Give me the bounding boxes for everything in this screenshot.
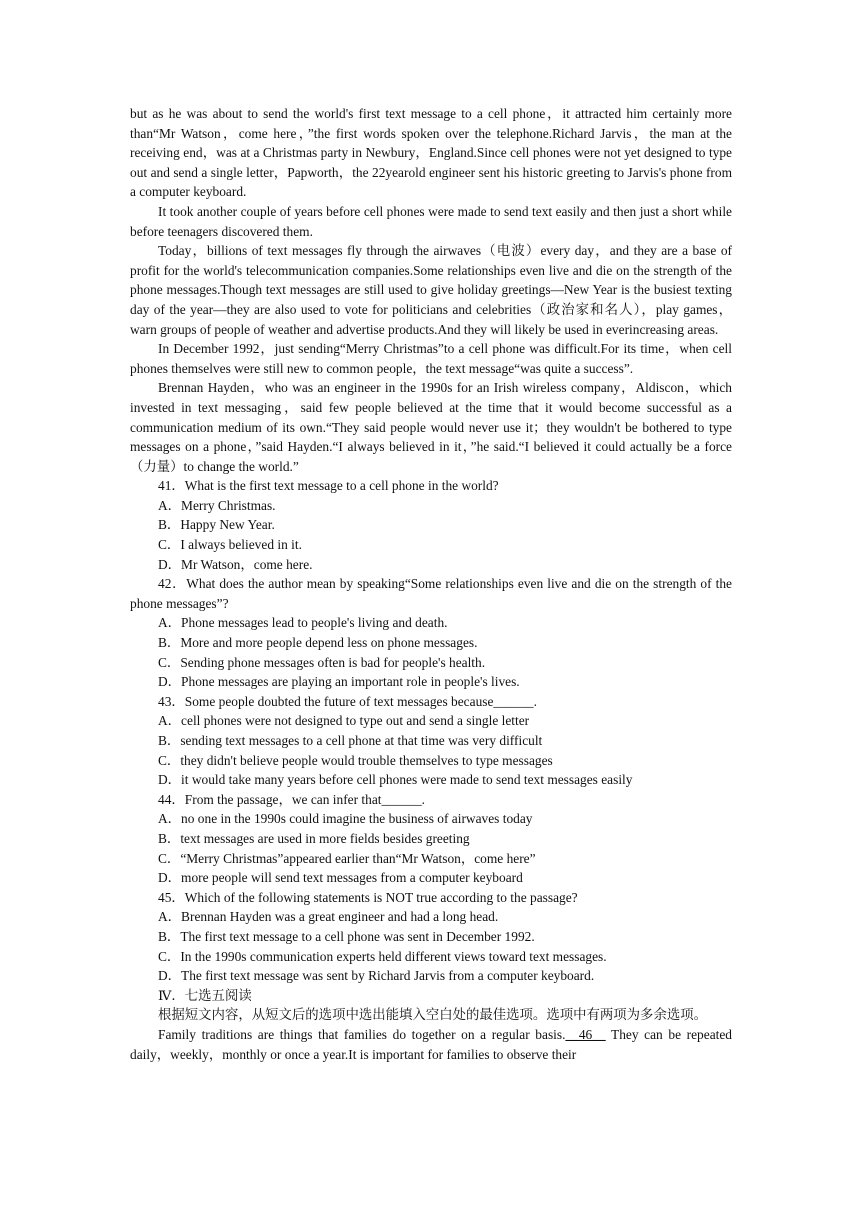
question-42-option-b: B．More and more people depend less on phone messages. xyxy=(158,635,478,651)
question-45-option-c: C．In the 1990s communication experts held different views toward text messages. xyxy=(158,948,607,964)
question-41-option-b: B．Happy New Year. xyxy=(158,517,275,533)
question-45-stem: 45．Which of the following statements is NOT true according to the passage? xyxy=(158,889,578,905)
question-44-option-a: A．no one in the 1990s could imagine the business of airwaves today xyxy=(158,811,533,827)
question-43-stem: 43．Some people doubted the future of text messages because______. xyxy=(158,693,537,709)
question-43-option-d: D．it would take many years before cell phones were made to send text messages easily xyxy=(158,772,633,788)
passage-paragraph-4: In December 1992，just sending“Merry Christmas”to a cell phone was difficult.For its time，when cell phones themselves were still new to common people，the text message“was quite a success”. xyxy=(130,341,732,376)
cloze-text-start: Family traditions are things that families do together on a regular basis. xyxy=(158,1026,566,1042)
passage-paragraph-5: Brennan Hayden，who was an engineer in the 1990s for an Irish wireless company，Aldiscon，which invested in text messaging，said few people believed at the time that it would become successful as a communication medium of its own.“They said people would never use it；they wouldn't be bothered to type messages on a phone，”said Hayden.“I always believed in it，”he said.“I believed it could actually be a force（力量）to change the world.” xyxy=(130,380,732,474)
blank-46: __46__ xyxy=(565,1026,606,1042)
question-41-option-a: A．Merry Christmas. xyxy=(158,497,276,513)
question-44-option-d: D．more people will send text messages from a computer keyboard xyxy=(158,870,523,886)
passage-paragraph-1: but as he was about to send the world's first text message to a cell phone，it attracted him certainly more than“Mr Watson，come here，”the first words spoken over the telephone.Richard Jarvis，the man at the receiving end，was at a Christmas party in Newbury，England.Since cell phones were not yet designed to type out and send a single letter，Papworth，the 22yearold engineer sent his historic greeting to Jarvis's phone from a computer keyboard. xyxy=(130,106,732,200)
question-44-stem: 44．From the passage，we can infer that______. xyxy=(158,791,426,807)
question-42-option-a: A．Phone messages lead to people's living and death. xyxy=(158,615,448,631)
question-41-option-c: C．I always believed in it. xyxy=(158,537,302,553)
question-42-option-c: C．Sending phone messages often is bad for people's health. xyxy=(158,654,486,670)
question-45-option-a: A．Brennan Hayden was a great engineer and had a long head. xyxy=(158,909,499,925)
question-44-option-b: B．text messages are used in more fields besides greeting xyxy=(158,830,470,846)
cloze-text-end: They can be repeated daily，weekly，monthly or once a year.It is important for families to observe their xyxy=(130,1026,732,1062)
question-43-option-a: A．cell phones were not designed to type out and send a single letter xyxy=(158,713,530,729)
question-45-option-b: B．The first text message to a cell phone was sent in December 1992. xyxy=(158,928,535,944)
question-42-option-d: D．Phone messages are playing an important role in people's lives. xyxy=(158,674,520,690)
passage-paragraph-3: Today，billions of text messages fly through the airwaves（电波）every day，and they are a base of profit for the world's telecommunication companies.Some relationships even live and die on the strength of the phone messages.Though text messages are still used to give holiday greetings—New Year is the busiest texting day of the year—they are also used to vote for politicians and celebrities（政治家和名人），play games，warn groups of people of weather and advertise products.And they will likely be used in everincreasing areas. xyxy=(130,243,732,337)
section-heading: Ⅳ．七选五阅读 xyxy=(158,987,252,1003)
question-44-option-c: C．“Merry Christmas”appeared earlier than“Mr Watson，come here” xyxy=(158,850,536,866)
cloze-paragraph xyxy=(130,1025,732,1064)
passage-paragraph-2: It took another couple of years before cell phones were made to send text easily and then just a short while before teenagers discovered them. xyxy=(130,203,732,239)
question-41-option-d: D．Mr Watson，come here. xyxy=(158,556,313,572)
question-41-stem: 41．What is the first text message to a cell phone in the world? xyxy=(158,478,499,494)
document-page xyxy=(130,104,732,1064)
question-43-option-b: B．sending text messages to a cell phone at that time was very difficult xyxy=(158,733,543,748)
question-45-option-d: D．The first text message was sent by Richard Jarvis from a computer keyboard. xyxy=(158,968,595,984)
question-43-option-c: C．they didn't believe people would trouble themselves to type messages xyxy=(158,752,553,768)
section-instruction: 根据短文内容，从短文后的选项中选出能填入空白处的最佳选项。选项中有两项为多余选项。 xyxy=(158,1007,708,1023)
question-42-stem: 42．What does the author mean by speaking“Some relationships even live and die on the strength of the phone messages”? xyxy=(130,576,732,611)
